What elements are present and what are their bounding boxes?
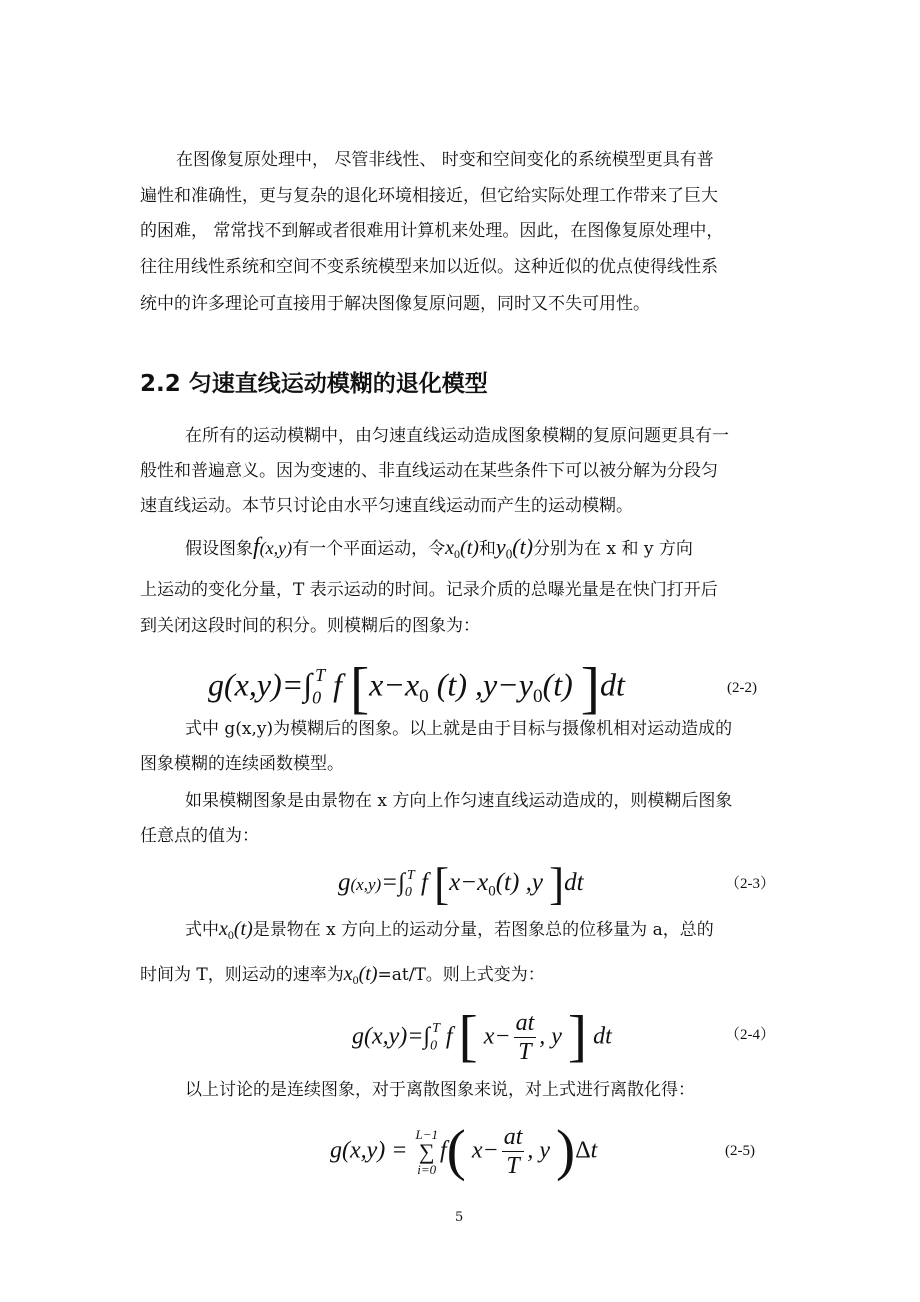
para6-line1: [185, 919, 714, 941]
para6-line2: [140, 964, 545, 986]
para4-line1: 式中 g(x,y)为模糊后的图象。以上就是由于目标与摄像机相对运动造成的: [185, 719, 733, 739]
para5-line2: 任意点的值为：: [140, 826, 259, 846]
inline-math-x0t: $x_0(t)$: [445, 537, 479, 562]
para5-line1: 如果模糊图象是由景物在 x 方向上作匀速直线运动造成的，则模糊后图象: [185, 791, 733, 811]
para3-text-d: 分别为在 x 和 y 方向: [533, 539, 693, 559]
para6-text-b: 是景物在 x 方向上的运动分量，若图象总的位移量为 a，总的: [252, 920, 714, 940]
inline-math-fxy: f(x,y): [253, 534, 293, 560]
inline-math-y0t: $y_0(t)$: [495, 534, 534, 562]
para3-text-c: 和: [478, 539, 496, 559]
para7-line: 以上讨论的是连续图象，对于离散图象来说，对上式进行离散化得：: [185, 1080, 695, 1100]
para3-line3: 到关闭这段时间的积分。则模糊后的图象为：: [140, 616, 480, 636]
equation-2-3-number: （2-3）: [725, 876, 775, 892]
para1-line3: 的困难， 常常找不到解或者很难用计算机来处理。因此，在图像复原处理中，: [140, 221, 724, 241]
summation-symbol: L−1 ∑ i=0: [415, 1126, 438, 1177]
equation-2-2: $g(x,y)=\int_0^T$ f [$x-x_0$ (t) $,y-y_0(t)$ ]dt: [208, 657, 625, 720]
para4-line2: 图象模糊的连续函数模型。: [140, 754, 344, 774]
para3-text-b: 有一个平面运动，令: [292, 539, 446, 559]
para3-line2: 上运动的变化分量，T 表示运动的时间。记录介质的总曝光量是在快门打开后: [140, 580, 718, 600]
equation-2-5-number: (2-5): [725, 1143, 755, 1159]
para6-text-d: =at/T。则上式变为：: [377, 965, 545, 985]
para2-line2: 般性和普遍意义。因为变速的、非直线运动在某些条件下可以被分解为分段匀: [140, 461, 718, 481]
section-heading: 2.2 匀速直线运动模糊的退化模型: [140, 371, 488, 397]
para2-line3: 速直线运动。本节只讨论由水平匀速直线运动而产生的运动模糊。: [140, 496, 633, 516]
inline-math-x0t-3: $x_0(t)$: [343, 963, 378, 988]
equation-2-5: g(x,y) = L−1 ∑ i=0 f( x− $\frac{at}{T}$ , y )Δt: [330, 1119, 598, 1182]
para2-line1: 在所有的运动模糊中，由匀速直线运动造成图象模糊的复原问题更具有一: [185, 426, 729, 446]
para3-line1: [185, 535, 693, 561]
equation-2-4: $g(x,y)=\int_0^T$ f [ x− $\frac{at}{T}$ , y ] dt: [352, 1005, 612, 1068]
equation-2-4-number: （2-4）: [725, 1027, 775, 1043]
para6-text-a: 式中: [185, 920, 219, 940]
page-number: 5: [455, 1210, 464, 1225]
para1-line2: 遍性和准确性，更与复杂的退化环境相接近，但它给实际处理工作带来了巨大: [140, 186, 718, 206]
inline-math-x0t-2: $x_0(t)$: [219, 918, 253, 943]
equation-2-3: $g(x,y)=\int_0^T$ f [$x-x_0(t)$ ,y ]dt: [338, 859, 584, 909]
para1-line4: 往往用线性系统和空间不变系统模型来加以近似。这种近似的优点使得线性系: [140, 257, 718, 277]
para1-line5: 统中的许多理论可直接用于解决图像复原问题，同时又不失可用性。: [140, 294, 650, 314]
equation-2-2-number: (2-2): [727, 680, 757, 696]
para6-text-c: 时间为 T，则运动的速率为: [140, 965, 344, 985]
para1-line1: 在图像复原处理中， 尽管非线性、 时变和空间变化的系统模型更具有普: [176, 150, 714, 170]
para3-text-a: 假设图象: [185, 539, 253, 559]
